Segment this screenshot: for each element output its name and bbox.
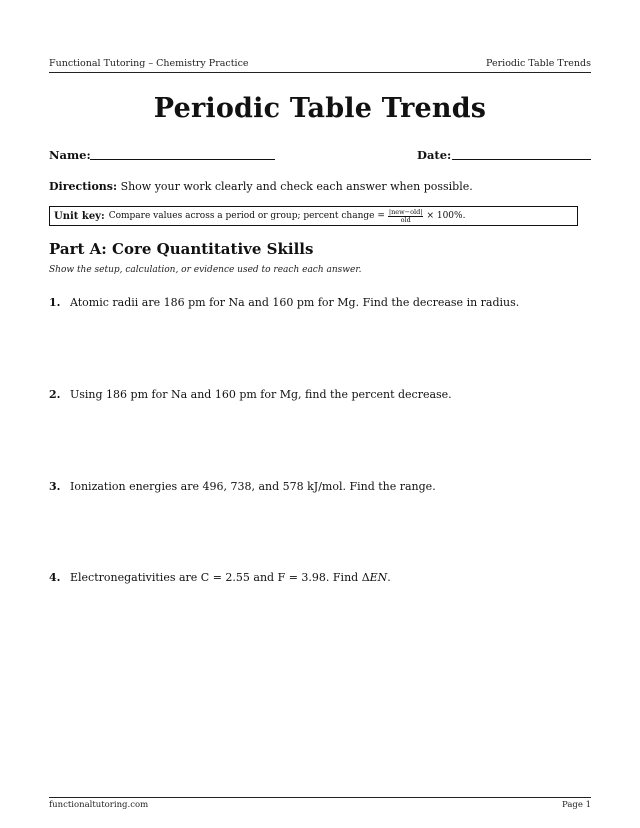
name-label: Name:	[49, 148, 91, 162]
part-a-heading: Part A: Core Quantitative Skills	[49, 240, 314, 258]
question-1	[49, 296, 519, 309]
question-number: 1.	[49, 296, 61, 309]
question-variable: EN	[369, 571, 388, 584]
question-number: 3.	[49, 480, 61, 493]
page-number: Page 1	[562, 800, 591, 810]
header-divider	[49, 72, 591, 73]
question-text: Ionization energies are 496, 738, and 578 kJ/mol. Find the range.	[70, 480, 436, 493]
question-text: Using 186 pm for Na and 160 pm for Mg, find the percent decrease.	[70, 388, 452, 401]
page-title: Periodic Table Trends	[153, 93, 487, 124]
part-a-subheading: Show the setup, calculation, or evidence used to reach each answer.	[49, 265, 362, 275]
question-number: 4.	[49, 571, 61, 584]
unit-key-suffix: × 100%.	[426, 211, 466, 221]
unit-key-text: Compare values across a period or group; percent change =	[108, 211, 385, 221]
question-text	[70, 571, 391, 584]
question-2	[49, 388, 452, 401]
percent-change-fraction	[388, 209, 424, 224]
unit-key-box	[49, 206, 578, 226]
header-right-text: Periodic Table Trends	[486, 58, 591, 69]
directions-label: Directions:	[49, 180, 118, 193]
fraction-numerator: |new−old|	[388, 207, 423, 216]
question-3	[49, 480, 436, 493]
footer-divider	[49, 797, 591, 798]
question-text-end: .	[387, 571, 391, 584]
fraction-denominator: old	[400, 215, 411, 224]
unit-key-label: Unit key:	[54, 210, 105, 222]
question-4	[49, 571, 391, 584]
directions-text: Show your work clearly and check each answer when possible.	[120, 180, 473, 193]
date-field[interactable]	[452, 159, 591, 160]
name-field[interactable]	[90, 159, 275, 160]
page-footer	[49, 800, 591, 810]
question-text: Atomic radii are 186 pm for Na and 160 pm for Mg. Find the decrease in radius.	[70, 296, 520, 309]
directions	[49, 180, 473, 193]
footer-left-text: functionaltutoring.com	[49, 800, 149, 810]
date-label: Date:	[417, 148, 452, 162]
header-left-text: Functional Tutoring – Chemistry Practice	[49, 58, 249, 69]
question-number: 2.	[49, 388, 61, 401]
page-header	[49, 58, 591, 69]
name-date-row	[49, 148, 591, 164]
question-text-main: Electronegativities are C = 2.55 and F = 3.98. Find Δ	[70, 571, 370, 584]
